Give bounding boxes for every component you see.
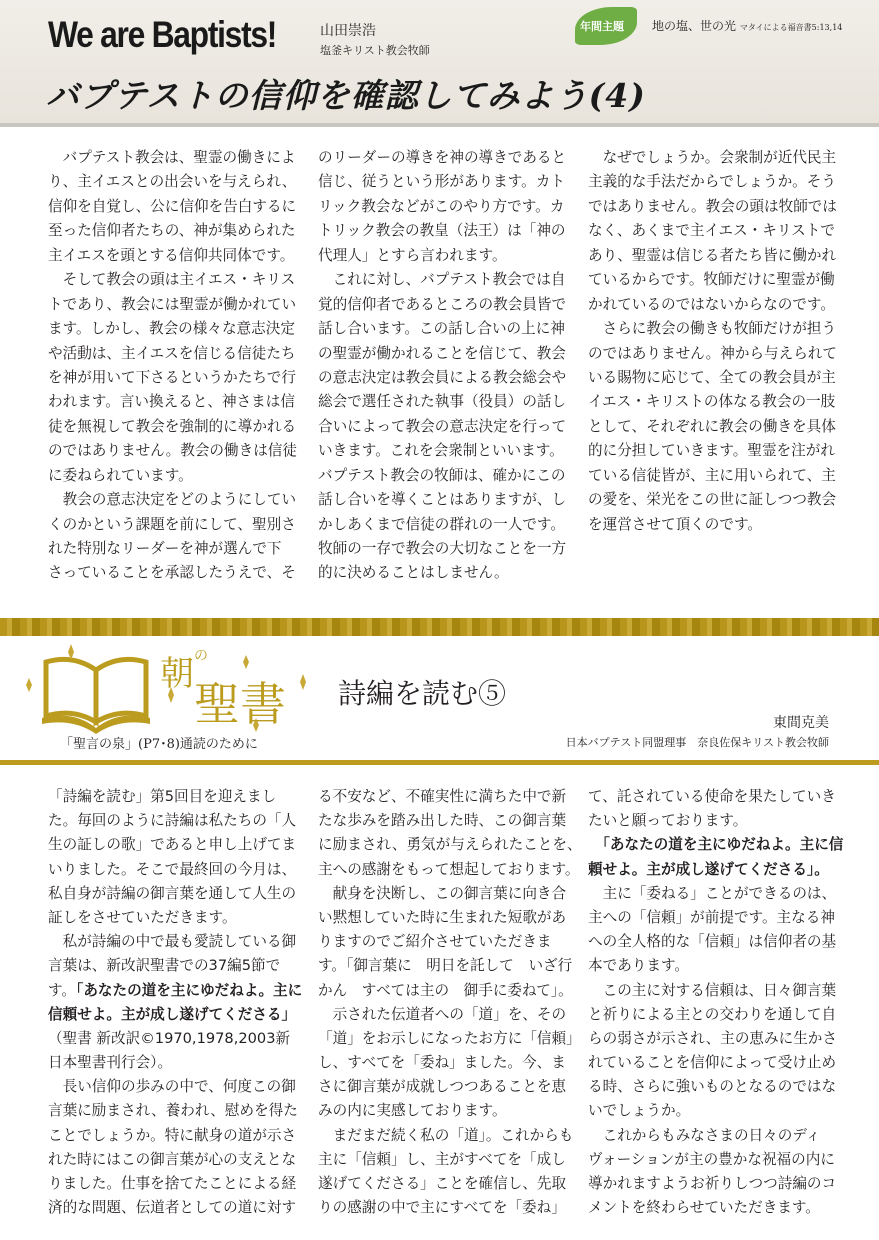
text-line	[48, 833, 298, 857]
line-text: を運営させて頂くのです。	[588, 515, 762, 533]
text-line	[48, 785, 298, 809]
line-text: 主への感謝をもって想起しております。	[318, 860, 580, 878]
text-line	[318, 195, 568, 219]
line-text: として、それぞれに教会の働きを具体	[588, 417, 836, 435]
text-line	[318, 1075, 568, 1099]
line-text: 主イエスを頭とする信仰共同体です。	[48, 246, 295, 264]
line-text: 主義的な手法だからでしょうか。そう	[588, 173, 836, 191]
text-line	[48, 268, 298, 292]
line-text: の意志決定は教会員による教会総会や	[318, 368, 567, 386]
text-line	[318, 366, 568, 390]
line-text: 私自身が詩編の御言葉を通して人生の	[48, 884, 297, 902]
text-line	[588, 268, 838, 292]
text-line	[588, 1075, 838, 1099]
text-line	[318, 954, 573, 978]
text-line	[588, 439, 838, 463]
bold-scripture-text: 「あなたの道を主にゆだねよ。主に信	[602, 836, 844, 854]
line-text: 的に決めることはしません。	[318, 564, 509, 582]
line-text: イエス・キリストの体なる教会の一肢	[588, 393, 836, 411]
text-line	[588, 317, 838, 341]
line-text: われます。言い換えると、神さまは信	[48, 393, 295, 411]
line-text: のではありません。神から与えられて	[588, 344, 837, 362]
line-text: 話し合います。この話し合いの上に神	[318, 320, 565, 338]
line-text: （聖書 新改訳©1970,1978,2003新	[48, 1029, 291, 1047]
line-text: トリック教会の教皇（法王）は「神の	[318, 222, 566, 240]
line-text: この主に対する信頼は、日々御言葉	[588, 981, 837, 999]
line-text: の聖霊が働かれることを信じて、教会	[318, 344, 566, 362]
svg-text:の: の	[194, 648, 208, 664]
gold-divider-band	[0, 618, 879, 636]
text-line	[588, 513, 838, 537]
text-line	[48, 244, 298, 268]
text-line	[588, 954, 838, 978]
text-line	[318, 170, 568, 194]
line-text: リック教会などがこのやり方です。カ	[318, 197, 565, 215]
line-text: りますのでご紹介させていただきま	[318, 933, 552, 951]
line-text: 話し合いを導くことはありますが、し	[318, 491, 567, 509]
line-text: 献身を決断し、この御言葉に向き合	[318, 884, 567, 902]
line-text: への全人格的な「信頼」は信仰者の基	[588, 933, 837, 951]
line-text: 教会の意志決定をどのようにしてい	[48, 491, 297, 509]
line-text: これからもみなさまの日々のディ	[588, 1126, 821, 1144]
text-line	[588, 785, 838, 809]
line-text: かん すべては主の 御手に委ねて」。	[318, 981, 573, 999]
text-line	[588, 464, 838, 488]
article2-column-1	[48, 785, 303, 1220]
article2-author: 東間克美	[773, 715, 829, 731]
text-line	[48, 513, 298, 537]
text-line	[588, 809, 838, 833]
text-line	[48, 146, 298, 170]
line-text: いりました。そこで最終回の今月は、	[48, 860, 297, 878]
text-line	[318, 219, 568, 243]
line-text: た。毎回のように詩編は私たちの「人	[48, 812, 297, 830]
author-church: 塩釜キリスト教会牧師	[320, 44, 430, 57]
text-line	[588, 1003, 838, 1027]
text-line	[318, 390, 568, 414]
text-line	[48, 906, 298, 930]
logo-caption: 「聖言の泉」(P7･8)通読のために	[60, 737, 258, 752]
text-line	[588, 882, 838, 906]
text-line	[318, 268, 568, 292]
text-line	[48, 342, 298, 366]
text-line	[588, 1196, 838, 1220]
line-text: す。	[48, 981, 77, 999]
text-line	[318, 244, 568, 268]
article2-author-role: 日本バプテスト同盟理事 奈良佐保キリスト教会牧師	[565, 736, 829, 749]
text-line	[588, 1124, 838, 1148]
line-text: 信仰を自覚し、公に信仰を告白するに	[48, 197, 297, 215]
line-text: 至った信仰者たちの、神が集められた	[48, 222, 296, 240]
text-line	[588, 1172, 838, 1196]
line-text: そして教会の頭は主イエス・キリス	[48, 271, 296, 289]
line-text: 主への「信頼」が前提です。主なる神	[588, 908, 835, 926]
line-text: 済的な問題、伝道者としての道に対す	[48, 1199, 297, 1217]
line-text: かしあくまで信徒の群れの一人です。	[318, 515, 565, 533]
line-text: る時、さらに強いものとなるのではな	[588, 1078, 837, 1096]
line-text: 主に「信頼」し、主がすべてを「成し	[318, 1150, 566, 1168]
line-text: さっていることを承認したうえで、そ	[48, 564, 296, 582]
text-line	[48, 170, 298, 194]
line-text: ではありません。教会の頭は牧師では	[588, 197, 837, 215]
line-text: 遂げてくださる」ことを確信し、先取	[318, 1175, 567, 1192]
line-text: くのかという課題を前にして、聖別さ	[48, 515, 296, 533]
text-line	[48, 858, 298, 882]
text-line	[588, 195, 838, 219]
text-line	[588, 1027, 838, 1051]
text-line	[48, 390, 298, 414]
text-line	[318, 979, 573, 1003]
text-line	[48, 537, 298, 561]
text-line	[318, 930, 568, 954]
text-line	[318, 1124, 574, 1148]
text-line	[318, 293, 568, 317]
text-line	[48, 1051, 298, 1075]
bold-scripture-text: 「あなたの道を主にゆだねよ。主に	[76, 981, 303, 999]
text-line	[48, 1075, 298, 1099]
line-text: 日本聖書刊行会）。	[48, 1054, 173, 1072]
line-text: 示された伝道者への「道」を、その	[318, 1005, 567, 1023]
line-text: いでしょうか。	[588, 1102, 691, 1120]
line-text: や活動は、主イエスを信じる信徒たち	[48, 344, 296, 362]
text-line	[318, 537, 568, 561]
line-text: 合いによって教会の意志決定を行って	[318, 417, 567, 435]
line-text: のリーダーの導きを神の導きであると	[318, 149, 567, 166]
line-text: いきます。これを会衆制といいます。	[318, 442, 564, 460]
line-text: 的に分担していきます。聖霊を注がれ	[588, 442, 835, 460]
text-line	[48, 195, 298, 219]
text-line	[588, 366, 838, 390]
line-text: す。「御言葉に 明日を託して いざ行	[318, 957, 573, 975]
text-line	[318, 1051, 568, 1075]
text-line	[48, 809, 298, 833]
text-line	[318, 317, 568, 341]
text-line	[588, 219, 838, 243]
line-text: トであり、教会には聖霊が働かれてい	[48, 295, 297, 313]
text-line	[588, 342, 838, 366]
line-text: 牧師の一存で教会の大切なことを一方	[318, 540, 567, 557]
line-text: に委ねられています。	[48, 466, 193, 484]
annual-theme-ref: マタイによる福音書5:13,14	[739, 23, 843, 32]
text-line	[588, 979, 838, 1003]
line-text: たいと願っております。	[588, 812, 748, 830]
line-text: これに対し、バプテスト教会では自	[318, 271, 566, 289]
text-line	[588, 930, 838, 954]
text-line	[48, 954, 298, 978]
line-text: バプテスト教会は、聖霊の働きによ	[48, 149, 296, 166]
line-text: ヴォーションが主の豊かな祝福の内に	[588, 1150, 835, 1168]
line-text: 「詩編を読む」第5回目を迎えまし	[48, 788, 277, 805]
text-line	[588, 1099, 838, 1123]
line-text: らの弱さが示され、主の恵みに生かさ	[588, 1029, 837, 1047]
line-text: 私が詩編の中で最も愛読している御	[48, 933, 297, 951]
text-line	[48, 1148, 298, 1172]
line-text: さらに教会の働きも牧師だけが担う	[588, 320, 837, 338]
text-line	[588, 833, 844, 857]
line-text: 長い信仰の歩みの中で、何度この御	[48, 1078, 296, 1096]
text-line	[318, 561, 568, 585]
text-line	[318, 1099, 568, 1123]
text-line	[588, 415, 838, 439]
text-line	[48, 488, 298, 512]
text-line	[318, 342, 568, 366]
line-text: たな歩みを踏み出した時、この御言葉	[318, 812, 567, 830]
line-text: いる賜物に応じて、全ての教会員が主	[588, 368, 836, 386]
line-text: 主に「委ねる」ことができるのは、	[588, 884, 837, 902]
line-text: と祈りによる主との交わりを通して自	[588, 1005, 837, 1023]
line-text: りました。仕事を捨てたことによる経	[48, 1175, 297, 1192]
text-line	[48, 930, 298, 954]
line-text: を神が用いて下さるというかたちで行	[48, 368, 296, 386]
text-line	[318, 858, 580, 882]
gold-rule	[0, 760, 879, 765]
article2-column-3	[588, 785, 844, 1220]
line-text: なぜでしょうか。会衆制が近代民主	[588, 149, 837, 166]
text-line	[318, 513, 568, 537]
annual-theme	[652, 17, 842, 34]
line-text: 覚的信仰者であるところの教会員皆で	[318, 295, 567, 313]
line-text: 徒を無視して教会を強制的に導かれる	[48, 417, 297, 435]
morning-bible-logo	[18, 640, 318, 739]
text-line	[318, 1148, 568, 1172]
bold-scripture-text: 信頼せよ。主が成し遂げてくださる」	[48, 1005, 297, 1023]
line-text: さに御言葉が成就しつつあることを恵	[318, 1078, 567, 1096]
series-title: We are Baptists!	[48, 14, 277, 55]
text-line	[48, 979, 303, 1003]
article-header	[0, 0, 879, 127]
text-line	[48, 1124, 298, 1148]
text-line	[588, 146, 838, 170]
text-line	[318, 785, 568, 809]
author-name: 山田崇浩	[320, 23, 376, 39]
text-line	[588, 858, 838, 882]
line-text: あり、聖霊は信じる者たち皆に働かれ	[588, 246, 837, 264]
text-line	[318, 809, 568, 833]
line-text: 代理人」とすら言われます。	[318, 246, 507, 264]
text-line	[588, 1051, 838, 1075]
text-line	[48, 1099, 298, 1123]
line-text: りの感謝の中で主にすべてを「委ね」	[318, 1199, 566, 1217]
text-line	[48, 415, 298, 439]
text-line	[48, 366, 298, 390]
text-line	[588, 488, 838, 512]
article2-column-2	[318, 785, 582, 1220]
line-text: みの内に実感しております。	[318, 1102, 507, 1120]
line-text: バプテスト教会の牧師は、確かにこの	[318, 466, 566, 484]
text-line	[318, 1196, 568, 1220]
article1-column-1	[48, 146, 298, 586]
text-line	[318, 488, 568, 512]
line-text: メントを終わらせていただきます。	[588, 1199, 820, 1217]
bold-scripture-text: 頼せよ。主が成し遂げてくださる」。	[588, 860, 829, 878]
text-line	[318, 1172, 568, 1196]
text-line	[588, 244, 838, 268]
text-line	[48, 882, 298, 906]
line-text: なく、あくまで主イエス・キリストで	[588, 222, 835, 240]
text-line	[48, 1027, 298, 1051]
text-line	[318, 882, 568, 906]
line-text: 言葉に励まされ、養われ、慰めを得た	[48, 1102, 298, 1120]
article1-column-3	[588, 146, 838, 537]
text-line	[588, 906, 838, 930]
line-text: 信じ、従うという形があります。カト	[318, 173, 565, 191]
open-book-icon	[18, 640, 318, 735]
text-line	[318, 464, 568, 488]
line-text: かれているのではないからなのです。	[588, 295, 835, 313]
line-text: れた時にはこの御言葉が心の支えとな	[48, 1150, 297, 1168]
line-text: 本であります。	[588, 957, 689, 975]
text-line	[588, 293, 838, 317]
svg-text:聖書: 聖書	[194, 677, 286, 731]
line-text	[588, 836, 603, 853]
text-line	[48, 219, 298, 243]
line-text: ている信徒皆が、主に用いられて、主	[588, 466, 836, 484]
text-line	[318, 1027, 581, 1051]
annual-theme-text: 地の塩、世の光	[652, 19, 737, 33]
line-text: る不安など、不確実性に満ちた中で新	[318, 788, 567, 805]
text-line	[318, 833, 582, 857]
text-line	[588, 1148, 838, 1172]
line-text: 導かれますようお祈りしつつ詩編のコ	[588, 1175, 837, 1192]
text-line	[48, 293, 298, 317]
article1-column-2	[318, 146, 568, 586]
text-line	[318, 146, 568, 170]
line-text: 言葉は、新改訳聖書での37編5節で	[48, 957, 281, 975]
line-text: の愛を、栄光をこの世に証しつつ教会	[588, 491, 837, 509]
text-line	[48, 317, 298, 341]
line-text: れた特別なリーダーを神が選んで下	[48, 540, 282, 557]
text-line	[48, 561, 298, 585]
text-line	[48, 464, 298, 488]
article2-title: 詩編を読む⑤	[338, 677, 507, 710]
text-line	[588, 170, 838, 194]
line-text: まだまだ続く私の「道」。これからも	[318, 1126, 574, 1144]
logo-morning-char: 朝	[160, 654, 194, 694]
text-line	[318, 906, 568, 930]
text-line	[48, 1003, 298, 1027]
text-line	[588, 390, 838, 414]
text-line	[318, 439, 568, 463]
line-text: し、すべてを「委ね」ました。今、ま	[318, 1054, 566, 1072]
line-text: ます。しかし、教会の様々な意志決定	[48, 320, 295, 338]
text-line	[48, 1196, 298, 1220]
line-text: 「道」をお示しになったお方に「信頼」	[318, 1029, 581, 1047]
text-line	[318, 1003, 568, 1027]
line-text: て、託されている使命を果たしていき	[588, 788, 836, 805]
line-text: 証しをさせていただきます。	[48, 908, 237, 926]
line-text: のではありません。教会の働きは信徒	[48, 442, 297, 460]
text-line	[48, 1172, 298, 1196]
line-text: ているからです。牧師だけに聖霊が働	[588, 271, 835, 289]
line-text: ことでしょうか。特に献身の道が示さ	[48, 1126, 297, 1144]
text-line	[48, 439, 298, 463]
annual-theme-badge: 年間主題	[580, 20, 624, 33]
line-text: り、主イエスとの出会いを与えられ、	[48, 173, 297, 191]
text-line	[318, 415, 568, 439]
line-text: い黙想していた時に生まれた短歌があ	[318, 908, 567, 926]
line-text: に励まされ、勇気が与えられたことを、	[318, 836, 582, 854]
line-text: 総会で選任された執事（役員）の話し	[318, 393, 567, 411]
article-title: バプテストの信仰を確認してみよう(4)	[46, 76, 646, 115]
line-text: れていることを信仰によって受け止め	[588, 1054, 837, 1072]
line-text: 生の証しの歌」であると申し上げてま	[48, 836, 297, 854]
